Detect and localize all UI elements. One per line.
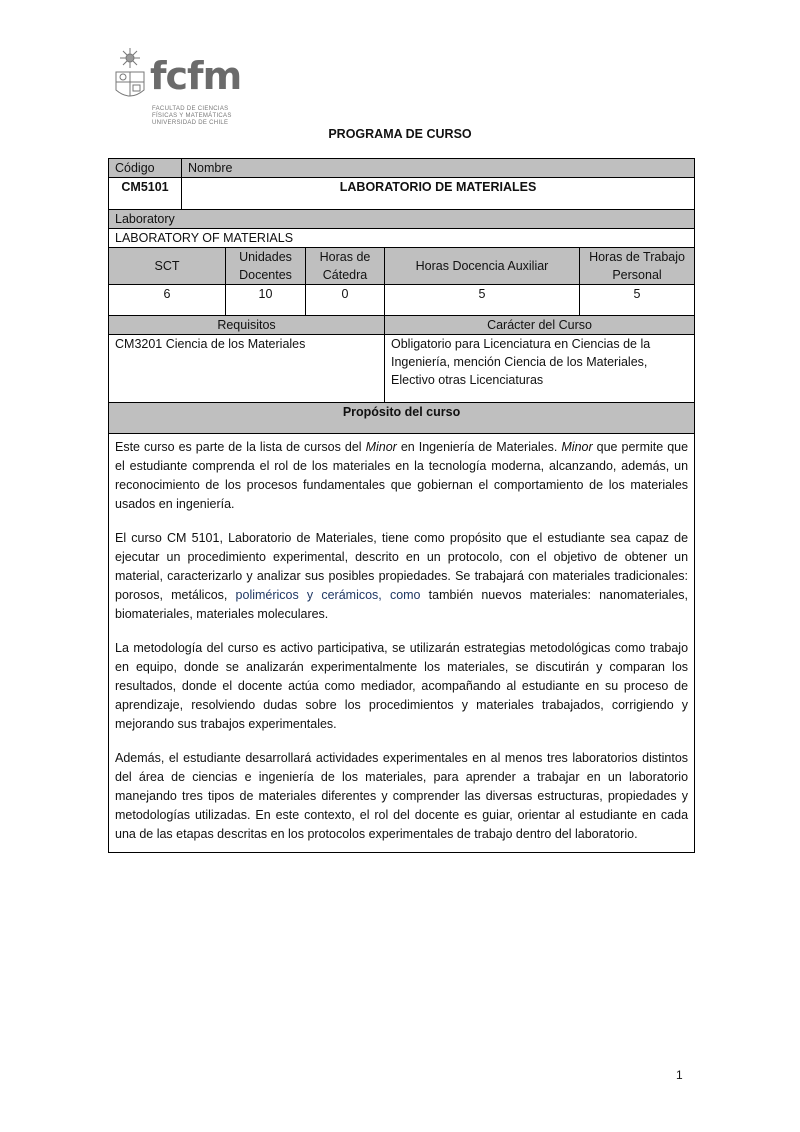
purpose-paragraph-1: Este curso es parte de la lista de cursos del Minor en Ingeniería de Materiales. Minor que permite que el estudiante comprenda el rol de los materiales en la tecnología moderna, alcanzando, además, un reconocimiento de los procesos fundamentales que gobiernan el comportamiento de los materiales usados en ingeniería. — [115, 440, 689, 511]
auxiliar-header: Horas Docencia Auxiliar — [385, 248, 580, 285]
english-name: LABORATORY OF MATERIALS — [109, 229, 695, 248]
name-label: Nombre — [182, 159, 695, 178]
character-header: Carácter del Curso — [385, 316, 695, 335]
university-logo — [112, 46, 242, 132]
fcfm-wordmark: fcfm — [150, 54, 242, 98]
purpose-body — [109, 434, 695, 853]
highlighted-text: poliméricos y cerámicos, como — [235, 588, 421, 602]
unidades-value: 10 — [226, 285, 306, 316]
requirements-value: CM3201 Ciencia de los Materiales — [109, 335, 385, 403]
page-number: 1 — [676, 1068, 683, 1082]
purpose-paragraph-4: Además, el estudiante desarrollará actividades experimentales en al menos tres laboratorios distintos del área de ciencias e ingeniería de los materiales, para aprender a trabajar en un laboratorio manejando tres tipos de materiales diferentes y comprender las diversas estructuras, propiedades y metodologías utilizadas. En este contexto, el rol del docente es guiar, orientar al estudiante en cada una de las etapas descritas en los protocolos experimentales de trabajo dentro del laboratorio. — [115, 751, 689, 841]
course-name: LABORATORIO DE MATERIALES — [182, 178, 695, 210]
personal-value: 5 — [580, 285, 695, 316]
catedra-header: Horas de Cátedra — [306, 248, 385, 285]
faculty-name: FACULTAD DE CIENCIAS FÍSICAS Y MATEMÁTICAS UNIVERSIDAD DE CHILE — [152, 106, 232, 126]
sct-value: 6 — [109, 285, 226, 316]
auxiliar-value: 5 — [385, 285, 580, 316]
character-value: Obligatorio para Licenciatura en Ciencias de la Ingeniería, mención Ciencia de los Materiales, Electivo otras Licenciaturas — [385, 335, 695, 403]
sct-header: SCT — [109, 248, 226, 285]
code-label: Código — [109, 159, 182, 178]
minor-term: Minor — [561, 440, 593, 454]
purpose-paragraph-3: La metodología del curso es activo participativa, se utilizarán estrategias metodológicas como trabajo en equipo, donde se analizarán experimentalmente los materiales, se discutirán y comparan los resultados, donde el docente actúa como mediador, acompañando al estudiante en su proceso de aprendizaje, resolviendo dudas sobre los procedimientos y materiales trabajados, corrigiendo y mejorando sus trabajos experimentales. — [115, 641, 689, 731]
purpose-header: Propósito del curso — [109, 403, 695, 434]
purpose-paragraph-2: El curso CM 5101, Laboratorio de Materiales, tiene como propósito que el estudiante sea capaz de ejecutar un procedimiento experimental, descrito en un protocolo, con el objetivo de obtener un material, caracterizarlo y analizar sus posibles propiedades. Se trabajará con materiales tradicionales: porosos, metálicos, poliméricos y cerámicos, como también nuevos materiales: nanomateriales, biomateriales, materiales moleculares. — [115, 531, 689, 621]
course-program-table — [108, 158, 695, 853]
personal-header: Horas de Trabajo Personal — [580, 248, 695, 285]
unidades-header: Unidades Docentes — [226, 248, 306, 285]
catedra-value: 0 — [306, 285, 385, 316]
minor-term: Minor — [365, 440, 397, 454]
requirements-header: Requisitos — [109, 316, 385, 335]
document-title: PROGRAMA DE CURSO — [328, 127, 472, 141]
english-label: Laboratory — [109, 210, 695, 229]
course-code: CM5101 — [109, 178, 182, 210]
university-seal-icon — [112, 46, 148, 108]
